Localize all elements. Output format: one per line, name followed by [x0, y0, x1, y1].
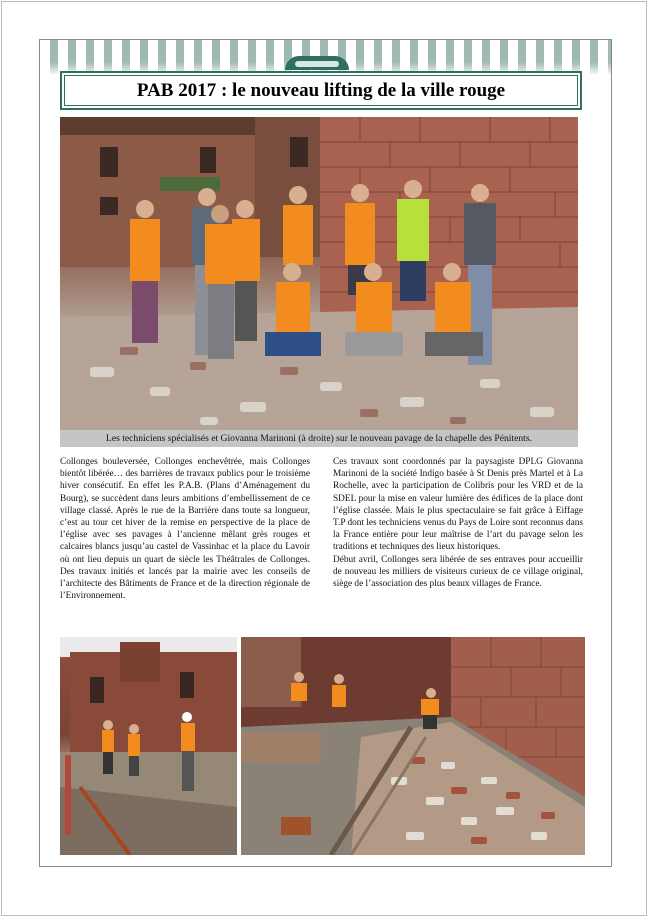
- paving-works-illustration: [241, 637, 585, 855]
- main-photo-caption: Les techniciens spécialisés et Giovanna Marinoni (à droite) sur le nouveau pavage de la chapelle des Pénitents.: [60, 430, 578, 447]
- header-ornament-inner: [295, 61, 339, 67]
- article-paragraph: Collonges bouleversée, Collonges enchevêtrée, mais Collonges bientôt libérée… des barrières de travaux publics pour le troisième hiver consécutif. En effet les P.A.B. (Plans d’Aménagement du Bourg), se succèdent dans leurs ambitions d’embellissement de ce village classé. Après le rue de la Barrière dans toute sa longueur, c’est au tour cet hiver de la remise en perspective de la place de l’église avec ses pavages à l’ancienne mêlant grès rouges et calcaires blancs jusqu’au castel de Vassinhac et la place du Lavoir où ont lieu depuis un quart de siècle les Théâtrales de Collonges. Des travaux initiés et lancés par la mairie avec les conseils de l’architecte des Bâtiments de France et de la direction régionale de l’Environnement.: [60, 457, 310, 602]
- workers-church-illustration: [60, 637, 237, 855]
- page-title: PAB 2017 : le nouveau lifting de la ville rouge: [136, 79, 506, 101]
- work-photo-right: [241, 637, 585, 855]
- group-photo-illustration: [60, 117, 578, 430]
- article-paragraph: Début avril, Collonges sera libérée de ses entraves pour accueillir de nouveau les milliers de visiteurs curieux de ce village original, siège de l’association des plus beaux villages de France.: [333, 554, 583, 590]
- title-box: [60, 71, 582, 110]
- article-paragraph: Ces travaux sont coordonnés par la paysagiste DPLG Giovanna Marinoni de la société Indigo basée à St Denis près Martel et à La Rochelle, avec la participation de Colibris pour les VRD et de la SDEL pour la mise en valeur lumière des édifices de la place dont l’église classée. Mais le plus spectaculaire se fait grâce à Eiffage T.P dont les techniciens venus du Pays de Loire sont reconnus dans la France entière pour leur maîtrise de l’art du pavage selon les traditions et techniques des lieux historiques.: [333, 457, 583, 553]
- article-left-column: [60, 456, 310, 602]
- main-photo: [60, 117, 578, 430]
- work-photo-left: [60, 637, 237, 855]
- article-right-column: [333, 456, 583, 590]
